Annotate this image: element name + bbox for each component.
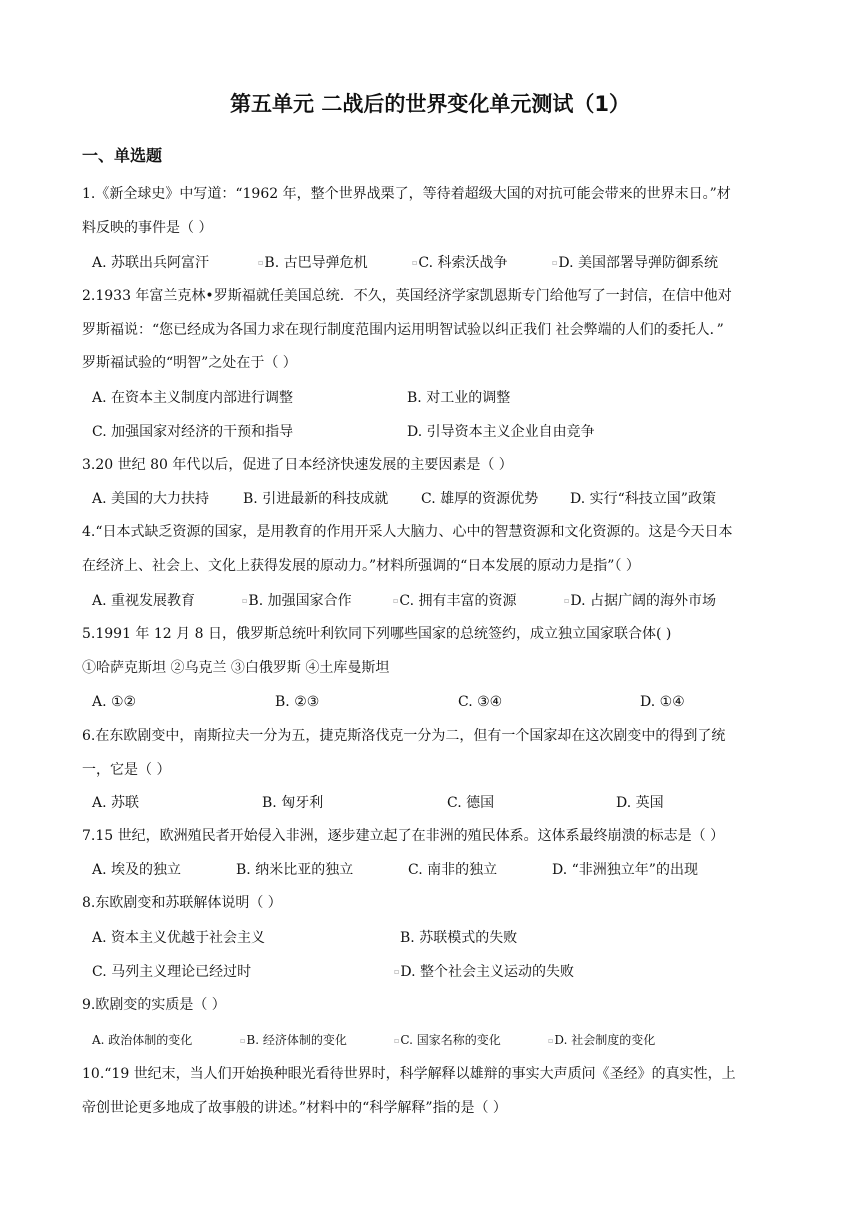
question-2-options-row-1 <box>92 386 792 410</box>
question-4-stem <box>82 516 782 583</box>
question-9-option-d[interactable]: ▫D. 社会制度的变化 <box>548 1033 656 1047</box>
question-2-option-b[interactable]: B. 对工业的调整 <box>407 390 511 406</box>
question-4-option-d[interactable]: ▫D. 占据广阔的海外市场 <box>564 593 717 609</box>
question-8-line-1: 8.东欧剧变和苏联解体说明（ ） <box>82 895 282 911</box>
question-1-option-a[interactable]: A. 苏联出兵阿富汗 <box>92 255 210 271</box>
question-1-option-c[interactable]: ▫C. 科索沃战争 <box>412 255 508 271</box>
question-8-options-row-2 <box>92 960 792 984</box>
question-10-line-2: 帝创世论更多地成了故事般的讲述。”材料中的“科学解释”指的是（ ） <box>82 1099 507 1116</box>
question-6-option-b[interactable]: B. 匈牙利 <box>262 795 324 811</box>
question-8-option-c[interactable]: C. 马列主义理论已经过时 <box>92 964 252 980</box>
question-1-option-d[interactable]: ▫D. 美国部署导弹防御系统 <box>552 255 719 271</box>
question-7-options <box>92 858 792 882</box>
anchor-mark-icon: ▫ <box>394 1035 400 1045</box>
question-6-line-2: 一，它是（ ） <box>82 761 171 778</box>
question-5-option-b[interactable]: B. ②③ <box>275 694 320 710</box>
question-5-option-c[interactable]: C. ③④ <box>458 694 503 710</box>
question-8-option-a[interactable]: A. 资本主义优越于社会主义 <box>92 930 266 946</box>
question-7-option-d[interactable]: D. “非洲独立年”的出现 <box>552 862 698 878</box>
question-2-stem <box>82 280 782 381</box>
question-10-line-1: 10.“19 世纪末，当人们开始换种眼光看待世界时，科学解释以雄辩的事实大声质问《圣经》的真实性，上 <box>82 1066 736 1082</box>
question-7-option-b[interactable]: B. 纳米比亚的独立 <box>236 862 354 878</box>
question-3-option-c[interactable]: C. 雄厚的资源优势 <box>421 491 539 507</box>
question-2-options-row-2 <box>92 420 792 444</box>
question-1-stem <box>82 178 782 245</box>
question-3-option-d[interactable]: D. 实行“科技立国”政策 <box>570 491 716 507</box>
question-9-option-b[interactable]: ▫B. 经济体制的变化 <box>240 1033 347 1047</box>
question-9-options <box>92 1028 792 1052</box>
question-5-option-d[interactable]: D. ①④ <box>640 694 685 710</box>
question-4-option-b[interactable]: ▫B. 加强国家合作 <box>242 593 352 609</box>
question-6-options <box>92 791 792 815</box>
anchor-mark-icon: ▫ <box>412 258 418 267</box>
question-8-options-row-1 <box>92 926 792 950</box>
page-title: 第五单元 二战后的世界变化单元测试（1） <box>230 92 630 116</box>
question-3-stem <box>82 449 782 483</box>
section-heading: 一、单选题 <box>82 146 163 165</box>
question-3-option-b[interactable]: B. 引进最新的科技成就 <box>243 491 389 507</box>
question-1-line-2: 料反映的事件是（ ） <box>82 219 213 236</box>
question-2-option-a[interactable]: A. 在资本主义制度内部进行调整 <box>92 390 294 406</box>
question-6-option-c[interactable]: C. 德国 <box>447 795 495 811</box>
question-5-stem <box>82 618 782 685</box>
anchor-mark-icon: ▫ <box>552 258 558 267</box>
anchor-mark-icon: ▫ <box>240 1035 246 1045</box>
question-9-line-1: 9.欧剧变的实质是（ ） <box>82 997 226 1013</box>
question-3-options <box>92 487 792 511</box>
question-5-statements: ①哈萨克斯坦 ②乌克兰 ③白俄罗斯 ④土库曼斯坦 <box>82 659 390 676</box>
question-7-option-c[interactable]: C. 南非的独立 <box>408 862 498 878</box>
question-5-line-1: 5.1991 年 12 月 8 日，俄罗斯总统叶利钦同下列哪些国家的总统签约，成立独立国家联合体( ) <box>82 626 672 642</box>
question-4-option-c[interactable]: ▫C. 拥有丰富的资源 <box>393 593 517 609</box>
question-8-stem <box>82 887 782 921</box>
question-2-line-1: 2.1933 年富兰克林•罗斯福就任美国总统．不久，英国经济学家凯恩斯专门给他写了一封信，在信中他对 <box>82 288 732 304</box>
question-3-option-a[interactable]: A. 美国的大力扶持 <box>92 491 210 507</box>
question-5-options <box>92 690 792 714</box>
question-8-option-d[interactable]: ▫D. 整个社会主义运动的失败 <box>394 964 575 980</box>
question-9-option-c[interactable]: ▫C. 国家名称的变化 <box>394 1033 501 1047</box>
question-1-line-1: 1.《新全球史》中写道：“1962 年，整个世界战栗了，等待着超级大国的对抗可能会带来的世界末日。”材 <box>82 186 731 202</box>
anchor-mark-icon: ▫ <box>564 596 570 605</box>
question-6-stem <box>82 720 782 787</box>
anchor-mark-icon: ▫ <box>393 596 399 605</box>
question-1-options <box>92 251 792 275</box>
question-7-stem <box>82 820 782 854</box>
question-3-line-1: 3.20 世纪 80 年代以后，促进了日本经济快速发展的主要因素是（ ） <box>82 457 513 473</box>
question-8-option-b[interactable]: B. 苏联模式的失败 <box>400 930 518 946</box>
anchor-mark-icon: ▫ <box>258 258 264 267</box>
anchor-mark-icon: ▫ <box>242 596 248 605</box>
question-2-option-c[interactable]: C. 加强国家对经济的干预和指导 <box>92 424 294 440</box>
question-4-line-2: 在经济上、社会上、文化上获得发展的原动力。”材料所强调的“日本发展的原动力是指”（ ） <box>82 557 640 574</box>
question-1-option-b[interactable]: ▫B. 古巴导弹危机 <box>258 255 368 271</box>
question-2-line-3: 罗斯福试验的“明智”之处在于（ ） <box>82 355 297 371</box>
question-5-option-a[interactable]: A. ①② <box>92 694 137 710</box>
question-9-option-a[interactable]: A. 政治体制的变化 <box>92 1033 193 1047</box>
question-7-option-a[interactable]: A. 埃及的独立 <box>92 862 182 878</box>
question-4-line-1: 4.“日本式缺乏资源的国家，是用教育的作用开采人大脑力、心中的智慧资源和文化资源的。这是今天日本 <box>82 524 733 540</box>
question-6-option-d[interactable]: D. 英国 <box>616 795 664 811</box>
question-10-stem <box>82 1058 782 1125</box>
anchor-mark-icon: ▫ <box>548 1035 554 1045</box>
question-4-options <box>92 589 792 613</box>
question-4-option-a[interactable]: A. 重视发展教育 <box>92 593 196 609</box>
question-2-line-2: 罗斯福说：“您已经成为各国力求在现行制度范围内运用明智试验以纠正我们 社会弊端的人们的委托人．” <box>82 321 724 338</box>
question-7-line-1: 7.15 世纪，欧洲殖民者开始侵入非洲，逐步建立起了在非洲的殖民体系。这体系最终崩溃的标志是（ ） <box>82 828 725 844</box>
question-6-line-1: 6.在东欧剧变中，南斯拉夫一分为五，捷克斯洛伐克一分为二，但有一个国家却在这次剧变中的得到了统 <box>82 728 726 744</box>
question-6-option-a[interactable]: A. 苏联 <box>92 795 140 811</box>
anchor-mark-icon: ▫ <box>394 967 400 976</box>
question-2-option-d[interactable]: D. 引导资本主义企业自由竞争 <box>407 424 595 440</box>
question-9-stem <box>82 989 782 1023</box>
